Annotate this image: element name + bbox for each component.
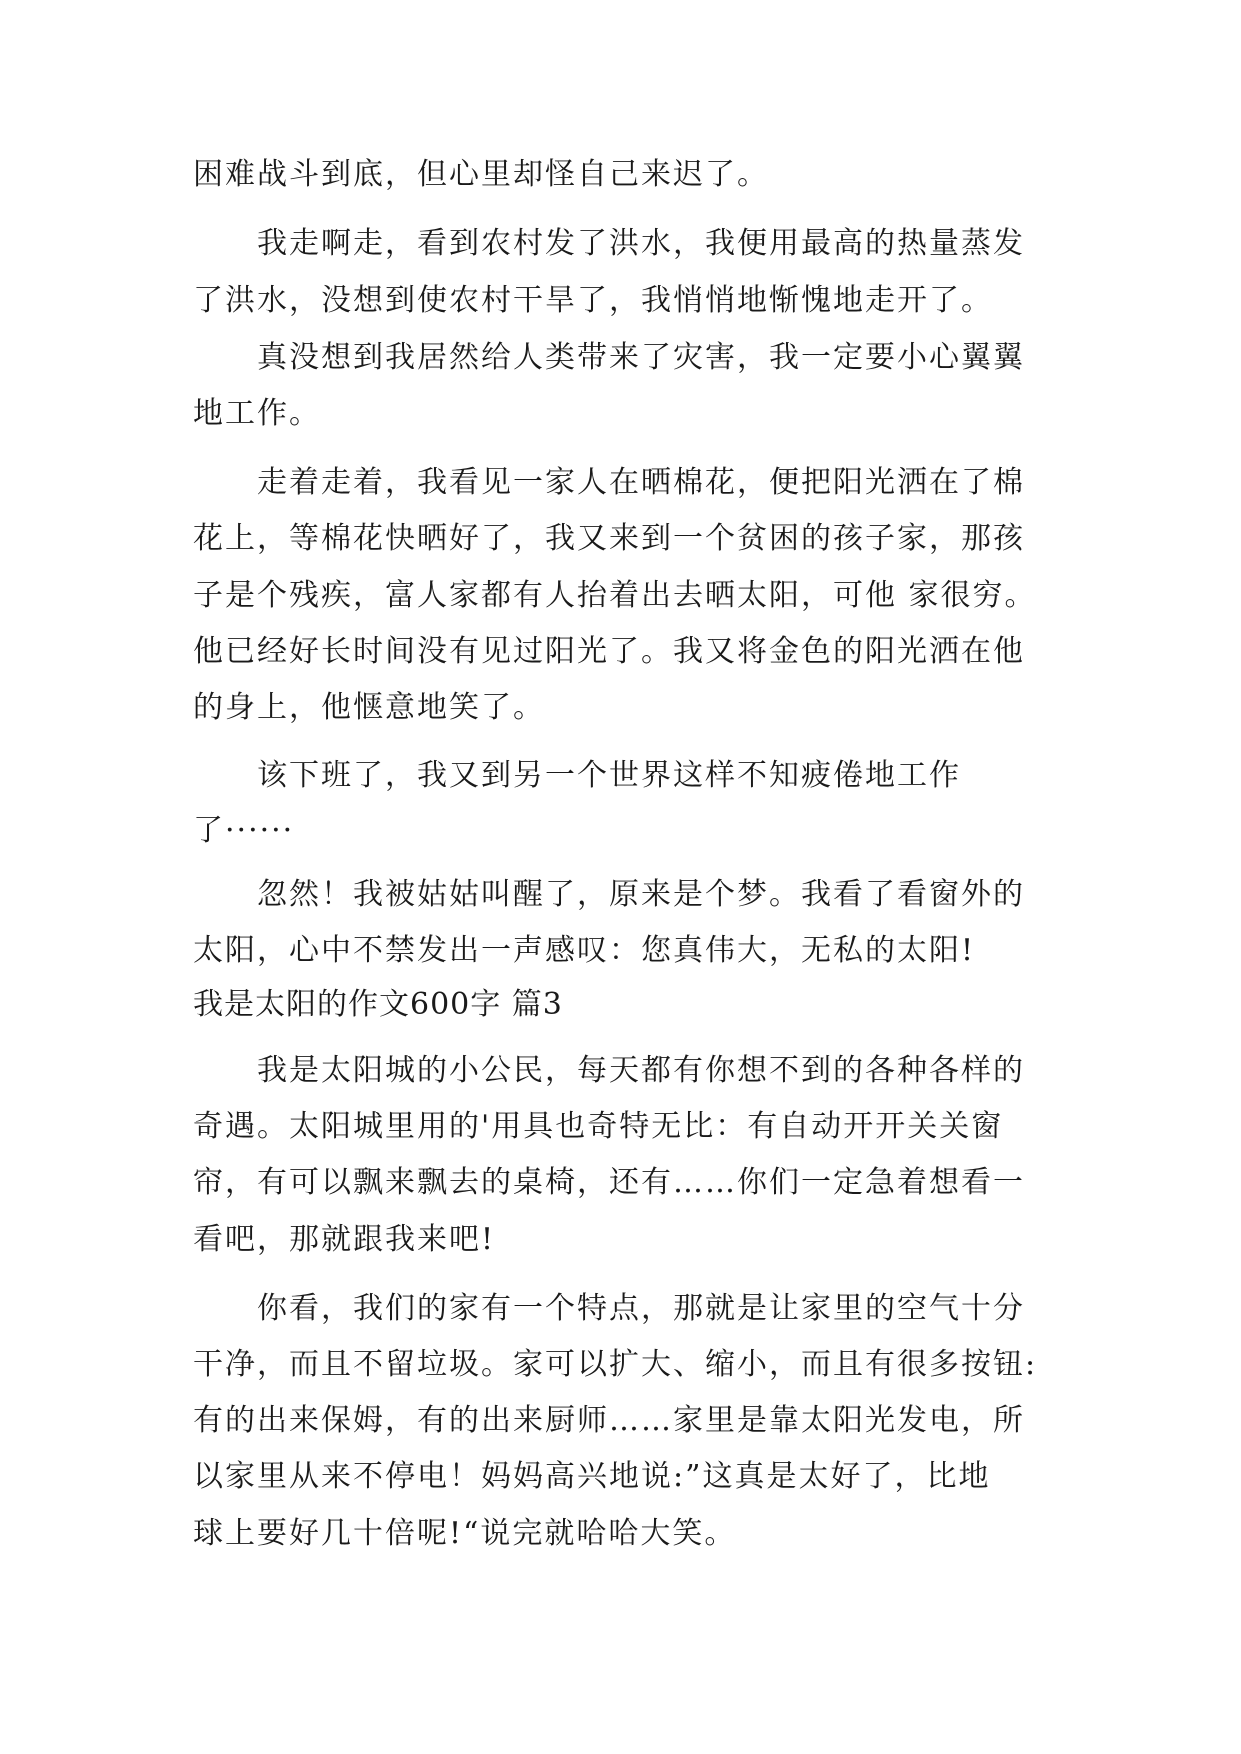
text-line: 看吧，那就跟我来吧! <box>193 1222 496 1257</box>
section-heading: 我是太阳的作文600字 篇3 <box>193 987 563 1022</box>
paragraph-start-line: 该下班了，我又到另一个世界这样不知疲倦地工作 <box>257 758 961 793</box>
text-line: 地工作。 <box>193 396 321 431</box>
text-line: 子是个残疾，富人家都有人抬着出去晒太阳，可他 家很穷。 <box>193 578 1037 613</box>
paragraph-start-line: 真没想到我居然给人类带来了灾害，我一定要小心翼翼 <box>257 340 1025 375</box>
text-line: 以家里从来不停电！妈妈高兴地说:”这真是太好了，比地 <box>193 1459 991 1494</box>
text-line: 了洪水，没想到使农村干旱了，我悄悄地惭愧地走开了。 <box>193 283 993 318</box>
text-line: 的身上，他惬意地笑了。 <box>193 690 545 725</box>
paragraph-start-line: 我是太阳城的小公民，每天都有你想不到的各种各样的 <box>257 1053 1025 1088</box>
text-line: 困难战斗到底，但心里却怪自己来迟了。 <box>193 157 769 192</box>
paragraph-start-line: 走着走着，我看见一家人在晒棉花，便把阳光洒在了棉 <box>257 465 1025 500</box>
text-line: 奇遇。太阳城里用的'用具也奇特无比：有自动开开关关窗 <box>193 1109 1004 1144</box>
text-line: 干净，而且不留垃圾。家可以扩大、缩小，而且有很多按钮: <box>193 1347 1038 1382</box>
paragraph-start-line: 忽然！我被姑姑叫醒了，原来是个梦。我看了看窗外的 <box>257 877 1025 912</box>
text-line: 了······ <box>193 813 295 848</box>
text-line: 太阳，心中不禁发出一声感叹：您真伟大，无私的太阳! <box>193 933 976 968</box>
text-line: 有的出来保姆，有的出来厨师……家里是靠太阳光发电，所 <box>193 1403 1025 1438</box>
text-line: 花上，等棉花快晒好了，我又来到一个贫困的孩子家，那孩 <box>193 521 1025 556</box>
text-line: 球上要好几十倍呢!“说完就哈哈大笑。 <box>193 1516 737 1551</box>
text-line: 他已经好长时间没有见过阳光了。我又将金色的阳光洒在他 <box>193 634 1025 669</box>
paragraph-start-line: 我走啊走，看到农村发了洪水，我便用最高的热量蒸发 <box>257 226 1025 261</box>
text-line: 帘，有可以飘来飘去的桌椅，还有……你们一定急着想看一 <box>193 1165 1025 1200</box>
paragraph-start-line: 你看，我们的家有一个特点，那就是让家里的空气十分 <box>257 1291 1025 1326</box>
